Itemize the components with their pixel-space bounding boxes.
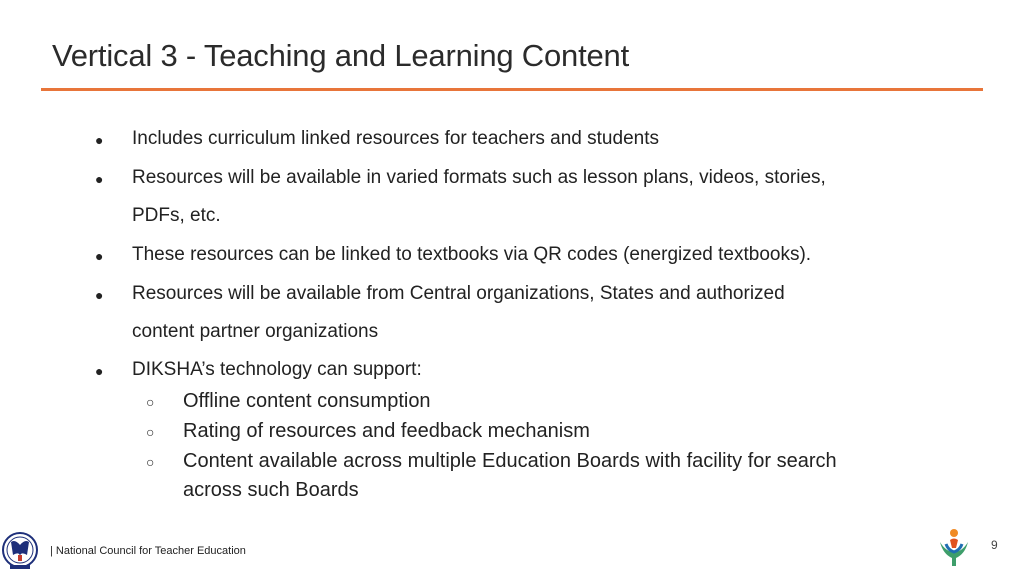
ncte-logo [1, 531, 41, 580]
bullet-text: Resources will be available in varied formats such as lesson plans, videos, stories, [132, 167, 826, 188]
bullet-text: Resources will be available from Central organizations, States and authorized [132, 283, 785, 304]
bullet-text: Includes curriculum linked resources for teachers and students [132, 128, 659, 149]
bullet-marker: ● [95, 248, 104, 264]
bullet-text-continued: content partner organizations [132, 321, 379, 342]
bullet-text: These resources can be linked to textbooks via QR codes (energized textbooks). [132, 244, 812, 265]
subbullet-marker: ○ [146, 454, 155, 470]
subbullet-text-continued: across such Boards [183, 479, 359, 501]
subbullet-marker: ○ [146, 424, 155, 440]
diksha-logo [936, 528, 972, 575]
bullet-text: DIKSHA’s technology can support: [132, 359, 422, 380]
bullet-marker: ● [95, 132, 104, 148]
bullet-marker: ● [95, 171, 104, 187]
subbullet-text: Offline content consumption [183, 390, 431, 412]
subbullet-marker: ○ [146, 394, 155, 410]
bullet-text-continued: PDFs, etc. [132, 205, 221, 226]
slide-title: Vertical 3 - Teaching and Learning Content [52, 38, 629, 73]
footer-organization: | National Council for Teacher Education [50, 545, 246, 557]
subbullet-text: Rating of resources and feedback mechanism [183, 420, 590, 442]
bullet-marker: ● [95, 287, 104, 303]
bullet-marker: ● [95, 363, 104, 379]
page-number: 9 [991, 538, 998, 552]
subbullet-text: Content available across multiple Education Boards with facility for search [183, 450, 837, 472]
